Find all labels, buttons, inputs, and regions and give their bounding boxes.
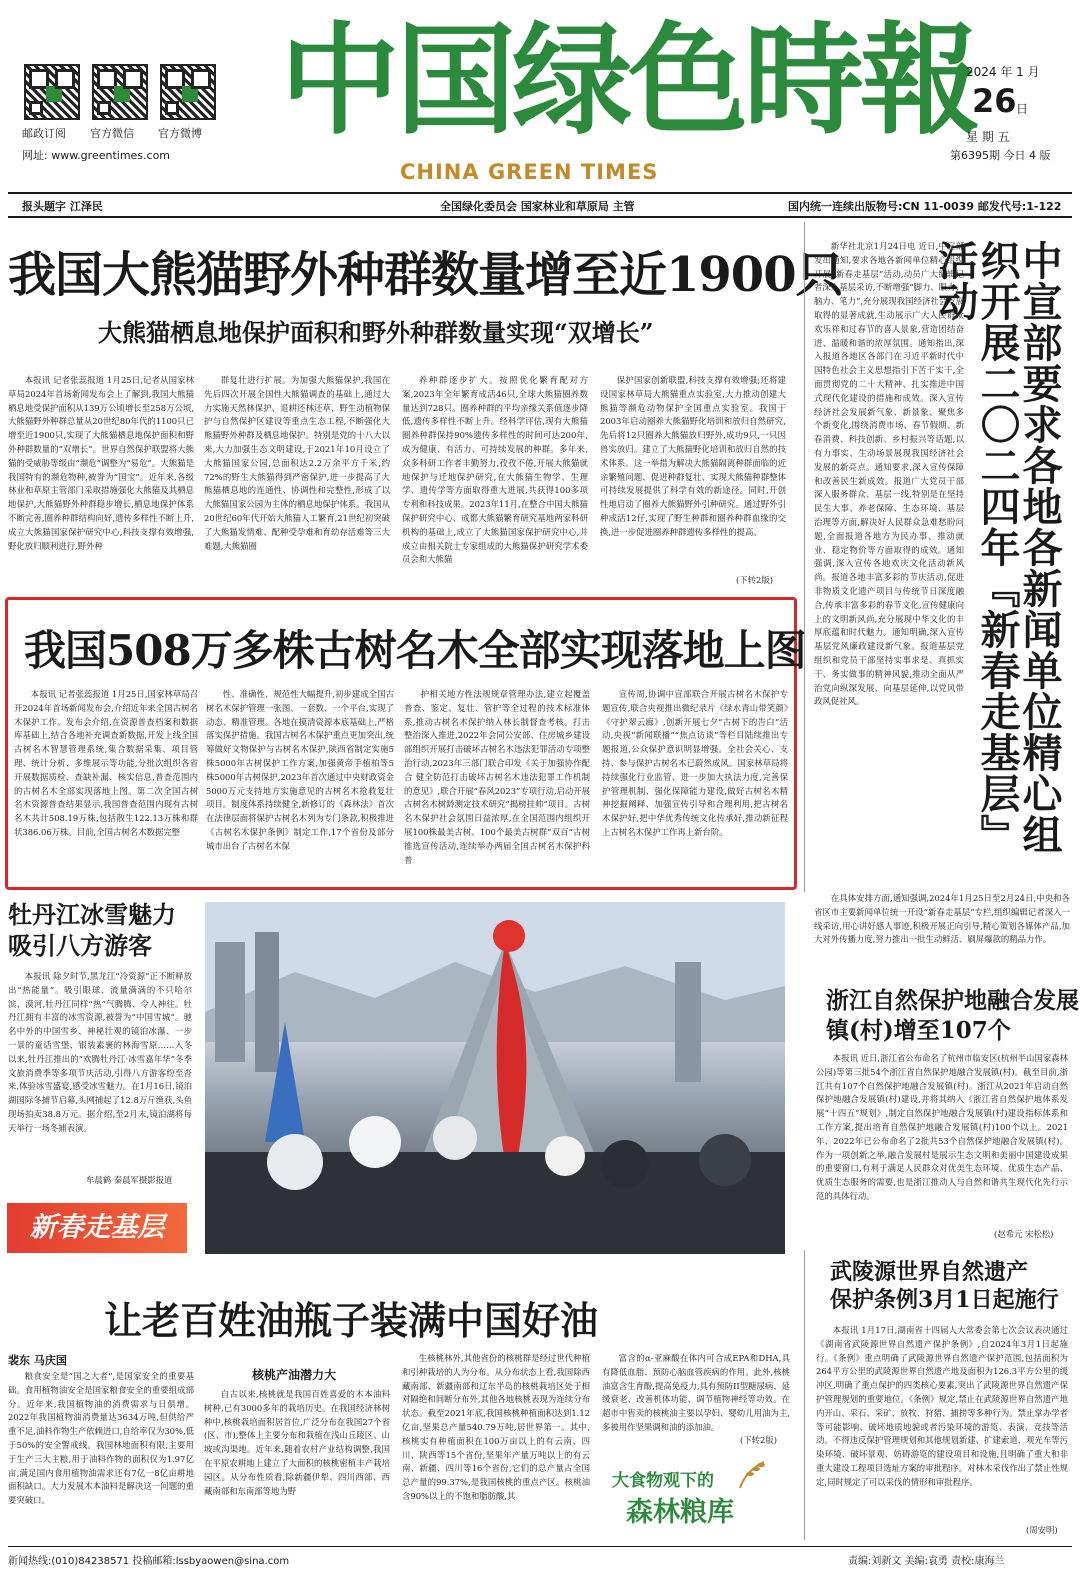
new-spring-banner: 新春走基层 xyxy=(7,1203,187,1253)
lead-continued: (下转2版) xyxy=(736,575,773,585)
lead-column-4: 保护国家创新联盟,科技支撑有效增强;还将建设国家林草局大熊猫重点实验室,大力推动创建大熊猫等濒危动物保护全国重点实验室。我国于2003年启动圈养大熊猫野化培训和放归自然研究,先后将12只圈养大熊猫放归野外,成功9只,一只因兽实放归。建立了大熊猫野化培训和放归自然的技术体系。这一举措为解决大熊猫隔离种群面临的近亲繁殖问题、促进种群复壮、实现大熊猫种群整体可持续发展提供了科学有效的新途径。同时,开创性地启动了圈养大熊猫野外引种研究。通过野外引种成活12仔,实现了野生种群和圈养种群血缘的交换,进一步促进圈养种群遗传多样性的提高。 xyxy=(600,375,786,537)
side-feature-body: 新华社北京1月24日电 近日,中宣部发出通知,要求各地各新闻单位精心组织开展“新春走基层”活动,动员广大编辑记者深入基层采访,不断增强“脚力、眼力、脑力、笔力”,充分展现我国经济社会发展取得的显著成就,生动展示广大人民群众欢乐祥和过春节的喜人景象,营造团结奋进、温暖和谐的浓厚氛围。通知指出,深入报道各地区各部门在习近平新时代中国特色社会主义思想指引下苦干实干,全面贯彻党的二十大精神、扎实推进中国式现代化建设的措施和成效。深入宣传经济社会发展新气象、新景象、聚焦多个新变化,围绕消费市场、春节假期、新春消费、科技创新、乡村振兴等话题,以有力事实、生动场景展现我国经济社会发展的新亮点。通知要求,深入宣传保障和改善民生新成效。报道广大党员干部深入服务群众、基层一线,特别是在坚持民生大事、养老保障、生态环境、基层治理等方面,解决好人民群众急难愁盼问题,全面报道各地方为民办事、推动就业、稳定物价等方面取得的成效。通知强调,深入宣传各地欢庆文化活动新风尚。报道各地丰富多彩的节庆活动,促进非物质文化遗产项目与传统节日深度融合,传承丰富多彩的春节文化,宣传健康向上的文明新风尚,充分展现中华文化的丰厚底蕴和时代魅力。通知明确,深入宣传基层党风廉政建设新气象。报道基层党组织和党员干部坚持实事求是、真抓实干、务实做事的精神风貌,推动全面从严治党向纵深发展、向基层延伸,以党风带政风促社风。 xyxy=(814,241,964,707)
red-flower xyxy=(493,920,525,952)
fish-rack xyxy=(255,932,279,1072)
trees-column-3: 护相关地方性法规规章管理办法,建立起覆盖普查、鉴定、复壮、管护等全过程的技术标准体系,推动古树名木保护纳入林长制督查考核。打击整治深入推进,2022年会同公安部、住房城乡建设部组织开展打击破坏古树名木违法犯罪活动专项整治行动,2023年三部门联合印发《关于加强协作配合 健全防范打击破坏古树名木违法犯罪工作机制的意见》,联合开展“春风2023”专项行动,启动开展古树名木树龄测定技术研究“揭榜挂帅”项目。古树名木保护社会氛围日益浓厚,在全国范围内组织开展100株最美古树、100个最美古树群“双百”古树推选宣传活动,连续举办两届全国古树名木保护科普 xyxy=(404,689,590,865)
lead-column-2: 群复壮进行扩展。为加强大熊猫保护,我国在先后四次开展全国性大熊猫调查的基础上,通过大力实施天然林保护、退耕还林还草、野生动植物保护与自然保护区建设等重点生态工程,不断强化大熊猫野外种群及栖息地保护。特别是党的十八大以来,大力加强生态文明建设,于2021年10月设立了大熊猫国家公园,总面积达2.2万余平方千米,约72%的野生大熊猫得到严密保护,进一步提高了大熊猫栖息地的连通性、协调性和完整性,形成了以大熊猫国家公园为主体的栖息地保护体系。我国从20世纪60年代开始大熊猫人工繁育,21世纪初突破了大熊猫发情难、配种受孕难和育幼存活难等三大难题,大熊猫圈 xyxy=(204,375,390,551)
lead-subhead: 大熊猫栖息地保护面积和野外种群数量实现“双增长” xyxy=(98,318,654,347)
visitor-hat xyxy=(349,1116,401,1168)
trees-headline[interactable]: 我国508万多株古树名木全部实现落地上图 xyxy=(24,626,806,675)
qr-code-subscribe[interactable] xyxy=(24,64,80,120)
zhejiang-credit: (赵希元 宋松松) xyxy=(994,1229,1054,1239)
oil-headline[interactable]: 让老百姓油瓶子装满中国好油 xyxy=(104,1298,599,1343)
column-divider xyxy=(804,222,805,892)
serial-number: 国内统一连续出版物号:CN 11-0039 邮发代号:1-122 xyxy=(788,200,1062,213)
oil-column-1: 粮食安全是“国之大者”,是国家安全的重要基础。食用植物油安全是国家粮食安全的重要组成部分。近年来,我国植物油的消费需求与日俱增。2022年我国植物油消费量达3634万吨,但供给严重不足,油料作物生产依赖进口,自给率仅为30%,低于50%的安全警戒线。我国林地面积有限,主要用于生产三大主粮,用于油料作物的面积仅为1.97亿亩,满足国内食用植物油需求还有7亿一8亿亩耕地面积缺口。大力发展木本油料是解决这一问题的重要突破口。 xyxy=(8,1371,194,1506)
newspaper-logo-en: CHINA GREEN TIMES xyxy=(400,160,659,184)
oil-column-4: 富含的α-亚麻酸在体内可合成EPA和DHA,具有降低血脂、预防心脑血管疾病的作用。此外,核桃油富含生育酚,提高免疫力,具有预防II型糖尿病、延缓衰老、改善机体功能、调节植物神经等功效。在超市中售卖的核桃油主要以孕妇、婴幼儿用油为主,多被用作坚果调和油的添加油。 xyxy=(602,1353,790,1432)
qr-code-wechat[interactable] xyxy=(92,64,148,120)
newspaper-logo: 中国绿色時報 xyxy=(280,10,976,151)
forest-logo-line2: 森林粮库 xyxy=(626,1497,734,1528)
visitor-hat xyxy=(699,1134,751,1186)
trees-column-4: 宣传周,协调中宣部联合开展古树名木保护专题宣传,联合央视推出微纪录片《绿水青山带笑颜》《守护翠云廊》,创新开展七夕“古树下的告白”活动,央视“新闻联播”“焦点访谈”等栏目陆续推出专题报道,公众保护意识明显增强。全社会关心、支持、参与保护古树名木已蔚然成风。国家林草局将持续强化行业监管、进一步加大执法力度,完善保护管理机制、强化保障能力建设,做好古树名木精神挖掘阐释、加强宣传引导和合理利用,把古树名木保护好,把中华优秀传统文化传承好,推动新征程上古树名木保护工作再上新台阶。 xyxy=(602,689,788,837)
divider xyxy=(8,1546,1072,1547)
forest-logo-line1: 大食物观下的 xyxy=(612,1471,714,1491)
oil-byline: 裴东 马庆国 xyxy=(8,1354,67,1367)
qr-label-weibo: 官方微博 xyxy=(158,127,202,140)
qr-label-wechat: 官方微信 xyxy=(90,127,134,140)
side-feature-tail: 在具体安排方面,通知强调,2024年1月25日至2月24日,中央和各省区市主要新闻单位统一开设“新春走基层”专栏,组织编辑记者深入一线采访,用心讲好感人事迹,积极开展正向引导,精心策划各媒体产品,加大对外传播力度,努力推出一批生动鲜活、刷屏爆款的精品力作。 xyxy=(814,893,1070,945)
visitor-hat xyxy=(433,1116,477,1160)
qr-label-subscribe: 邮政订阅 xyxy=(22,127,66,140)
zhejiang-headline-2[interactable]: 镇(村)增至107个 xyxy=(826,1017,1011,1044)
side-feature-headline[interactable]: 中宣部要求各地各新闻单位精心组织开展二〇二四年『新春走基层』活动 xyxy=(932,240,1063,855)
footer-contact: 新闻热线:(010)84238571 投稿邮箱:lssbyaowen@sina.com xyxy=(8,1556,290,1567)
inscription: 报头题字 江泽民 xyxy=(22,200,103,213)
mudanjiang-body: 本报讯 除夕时节,黑龙江“冷资源”正不断释放出“热能量”。吸引眼球、流量满满的不只哈尔滨、漠河,牡丹江同样“热”气腾腾、令人神往。牡丹江拥有丰富的冰雪资源,被誉为“中国雪城”。驰名中外的中国雪乡、神秘壮观的镜泊冰瀑、一步一景的童话雪堡、银装素裹的林海雪原……入冬以来,牡丹江推出的“欢腾牡丹江·冰雪嘉年华”冬季文旅消费季等多项节庆活动,引得八方游客纷至沓来,体验冰雪盛宴,感受冰雪魅力。在1月16日,镜泊湖国际冬捕节启幕,头网捕起了12.8万斤渔获,头鱼现场拍卖38.8万元。据介绍,至2月末,镜泊湖将每天举行一场冬捕表演。 xyxy=(8,971,192,1133)
mudanjiang-headline-1[interactable]: 牡丹江冰雪魅力 xyxy=(8,900,176,929)
sponsors: 全国绿化委员会 国家林业和草原局 主管 xyxy=(440,200,635,213)
trees-column-2: 性、准确性、规范性大幅提升,初步建成全国古树名木保护管理一张图、一套数、一个平台,实现了动态、精准管理。各地在摸清资源本底基础上,严格落实保护措施。我国古树名木保护重点更加突出,统筹做好文物保护与古树名木保护,陕西省制定实施5株5000年古树保护工作方案,加强黄帝手植柏等5株5000年古树保护,2023年首次通过中央财政资金5000万元支持地方实施意见的古树名木抢救复壮项目。制度体系持续健全,新修订的《森林法》首次在法律层面将保护古树名木列为专门条款,积极推进《古树名木保护条例》制定工作,17个省份及部分城市出台了古树名木保 xyxy=(206,689,394,851)
column-divider xyxy=(804,1250,805,1540)
wulingyuan-headline-2[interactable]: 保护条例3月1日起施行 xyxy=(830,1287,1059,1313)
photo-illustration xyxy=(205,902,785,1254)
divider xyxy=(8,216,1072,218)
mudanjiang-headline-2[interactable]: 吸引八方游客 xyxy=(8,931,152,960)
oil-column-2: 自古以来,核桃就是我国百姓喜爱的木本油料树种,已有3000多年的栽培历史。在我国经济林树种中,核桃栽培面积居首位,广泛分布在我国27个省(区、市),整体上主要分布和栽植在浅山丘陵区、山坡或沟渠地。近年来,随着农村产业结构调整,我国在平原农耕地上建立了大面积的核桃密植丰产栽培园区。从分布性质看,除新疆伊犁、四川西部、西藏南部和东南部等地为野 xyxy=(204,1389,390,1496)
visitor-hat xyxy=(267,1134,323,1190)
mudanjiang-credit: 牟晨鹤 秦晨军摄影报道 xyxy=(86,1175,173,1185)
date-year-month: 2024 年 1 月 xyxy=(966,65,1040,79)
weekday: 星 期 五 xyxy=(966,130,1010,144)
date-day: 26 xyxy=(972,82,1017,120)
trees-column-1: 本报讯 记者张蕊报道 1月25日,国家林草局召开2024年首场新闻发布会,介绍近年来全国古树名木保护工作。发布会介绍,在资源普查档案和数据库基础上,结合各地补充调查新数据,开发上线全国古树名木智慧管理系统,集合数据采集、项目管理、统计分析、多维展示等功能,分批次组织各省开展数据质检、查缺补漏、核实信息,普查范围内的古树名木全部实现落地上图。第二次全国古树名木资源普查结果显示,我国普查范围内现有古树名木共计508.19万株,包括散生122.13万株和群状386.06万株。目前,全国古树名木数据完整 xyxy=(14,689,198,837)
visitor-hat xyxy=(545,1136,585,1176)
oil-subhead: 核桃产油潜力大 xyxy=(252,1368,337,1382)
forest-granary-logo xyxy=(602,1458,782,1528)
lead-column-3: 养种群逐步扩大。按照优化繁育配对方案,2023年全年繁育成活46只,全球大熊猫圈养数量达到728只。圈养种群的平均亲缘关系值逐步降低,遗传多样性不断上升。经科学评估,现有大熊猫圈养种群保持90%遗传多样性的时间可达200年,成为健康、有活力、可持续发展的种群。多年来,众多科研工作者丰勤努力,孜孜不倦,开展大熊猫就地保护与迁地保护研究,在大熊猫生物学、生理学、遗传学等方面取得重大进展,共获得100多项专利和科技成果。2023年11月,在整合中国大熊猫保护研究中心、成都大熊猫繁育研究基地两家科研机构的基础上,成立了大熊猫国家保护研究中心,并成立由相关院士专家组成的大熊猫保护研究学术委员会和大熊猫 xyxy=(402,375,588,565)
zhejiang-body: 本报讯 近日,浙江省公布命名了杭州市临安区(杭州半山国家森林公园)等第三批54个浙江省自然保护地融合发展镇(村)。截至目前,浙江共有107个自然保护地融合发展镇(村)。浙江从2021年启动自然保护地融合发展镇(村)建设,并将其纳入《浙江省自然保护地体系发展“十四五”规划》,制定自然保护地融合发展镇(村)建设指标体系和工作方案,提出培育自然保护地融合发展镇(村)100个以上。2021年、2022年已公布命名了2批共53个自然保护地融合发展镇(村)。作为一项创新之举,融合发展村是展示生态文明和美丽中国建设成果的重要窗口,有利于满足人民群众对优美生态环境、优质生态产品、优质生态服务的需要,也是浙江推动人与自然和谐共生现代化先行示范的具体行动。 xyxy=(816,1053,1068,1201)
wheat-icon xyxy=(730,1458,780,1490)
fish-rack xyxy=(215,942,245,1062)
website-url[interactable]: 网址: www.greentimes.com xyxy=(22,149,171,162)
zhejiang-headline-1[interactable]: 浙江自然保护地融合发展 xyxy=(826,987,1079,1014)
oil-continued: (下转2版) xyxy=(740,1435,777,1445)
date-day-unit: 日 xyxy=(1016,102,1029,116)
divider xyxy=(8,192,1072,194)
qr-code-weibo[interactable] xyxy=(160,64,216,120)
wulingyuan-credit: (周安明) xyxy=(1026,1525,1058,1535)
oil-column-3: 生核桃林外,其他省份的核桃群是经过世代种植和引种栽培的人为分布。从分布状态上看,我国除西藏南部、新疆南部和辽东半岛的核桃栽培区处于相对隔绝和间断分布外,其他各地核桃表现为连续分布状态。截至2021年底,我国核桃种植面积达到1.12亿亩,坚果总产量540.79万吨,居世界第一。其中,核桃实有种植面积在100万亩以上的有云南、四川、陕西等15个省份,坚果年产量万吨以上的有云南、新疆、四川等16个省份,它们的总产量占全国总产量的99.37%,是我国核桃的重点产区。核桃油含90%以上的不饱和脂肪酸,其 xyxy=(402,1353,590,1501)
issue-number: 第6395期 今日 4 版 xyxy=(950,149,1051,162)
visitor-hat xyxy=(601,1140,649,1188)
wulingyuan-body: 本报讯 1月17日,湖南省十四届人大常委会第七次会议表决通过《湖南省武陵源世界自然遗产保护条例》,自2024年3月1日起施行。《条例》重点明确了武陵源世界自然遗产保护范围,包括面积为264平方公里的武陵源世界自然遗产地及面积为126.3平方公里的缓冲区,明确了重点保护的四类核心要素,突出了武陵源世界自然遗产保护管理规划的重要地位。《条例》规定,禁止在武陵源世界自然遗产地内开山、采石、采矿、放牧、狩猎、捕捞等多种行为。禁止掌办学者等可能影响、破坏地质地貌或者污染环境的游览、表演、竞技等活动。不得违反保护管理规划和其他规划新建、扩建索道、观光车等污染环境、破坏景观、妨碍游览的建设项目和设施,且明确了重大和非重大建设工程项目选址方案的审批程序。对林木采伐作出了禁止性规定,同时规定了可以采伐的情形和审批程序。 xyxy=(816,1325,1068,1487)
lead-headline[interactable]: 我国大熊猫野外种群数量增至近1900只 xyxy=(8,247,843,303)
lead-column-1: 本报讯 记者张蕊报道 1月25日,记者从国家林草局2024年首场新闻发布会上了解到,我国大熊猫栖息地受保护面积从139万公顷增长至258万公顷,大熊猫野外种群总量从20世纪80年代的1100只已增至近1900只,实现了大熊猫栖息地保护面积和野外种群数量的“双增长”。世界自然保护联盟将大熊猫的受威胁等级由“濒危”调整为“易危”。大熊猫是我国特有的濒危物种,被誉为“国宝”。近年来,各级林业和草原主管部门采取措施强化大熊猫及其栖息地保护,大熊猫野外种群稳步增长,栖息地保护体系不断完善,圈养种群结构向好,遗传多样性不断上升,成立大熊猫国家保护研究中心,科技支撑有效增强,野化放归顺利进行,野外种 xyxy=(8,375,194,551)
footer-editors: 责编:刘新文 美编:袁勇 责校:康海兰 xyxy=(848,1556,1005,1567)
fish-rack xyxy=(675,962,701,1082)
wulingyuan-headline-1[interactable]: 武陵源世界自然遗产 xyxy=(830,1259,1029,1285)
fish-tower-photo xyxy=(205,902,785,1254)
